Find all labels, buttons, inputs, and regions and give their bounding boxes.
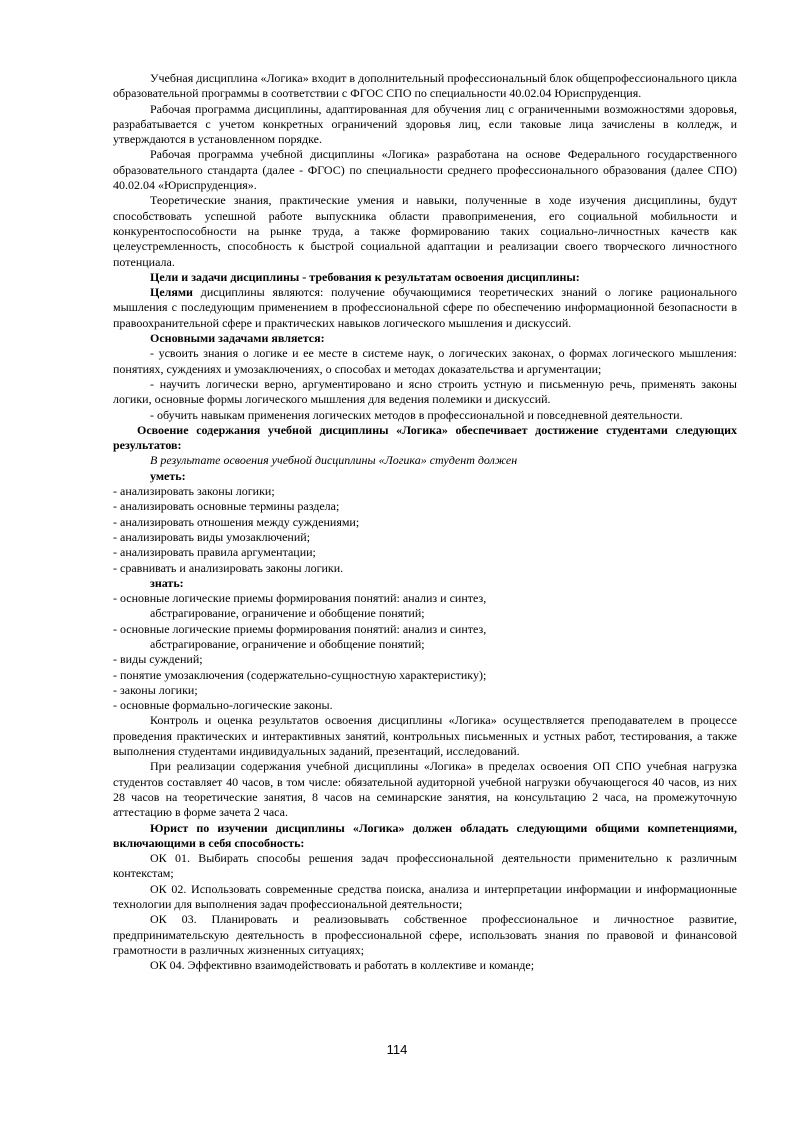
intro-paragraph: Учебная дисциплина «Логика» входит в дополнительный профессиональный блок общепрофессионального цикла образовательной программы в соответствии с ФГОС СПО по специальности 40.02.04 Юриспруденция. [113, 71, 737, 101]
skill-item: - анализировать законы логики; [113, 484, 275, 499]
skill-item: - сравнивать и анализировать законы логики. [113, 560, 344, 575]
adapted-program-paragraph: Рабочая программа дисциплины, адаптированная для обучения лиц с ограниченными возможностями здоровья, разрабатывается с учетом конкретных ограничений здоровья лиц, если таковые лица зачислены в колледж, и утверждаются в установленном порядке. [113, 101, 737, 147]
skill-item: - анализировать отношения между суждениями; [113, 514, 360, 529]
know-item: - понятие умозаключения (содержательно-сущностную характеристику); [113, 667, 487, 682]
workload-paragraph: При реализации содержания учебной дисциплины «Логика» в пределах освоения ОП СПО учебная нагрузка студентов составляет 40 часов, в том числе: обязательной аудиторной учебной нагрузки обучающегося 40 часов, из них 28 часов на теоретические занятия, 8 часов на семинарские занятия, на консультацию 2 часа, на промежуточную аттестацию в форме зачета 2 часа. [113, 759, 737, 820]
know-item: - основные логические приемы формирования понятий: анализ и синтез, [113, 621, 487, 636]
competences-heading: Юрист по изучении дисциплины «Логика» должен обладать следующими общими компетенциями, включающими в себя способность: [113, 820, 737, 850]
know-label: знать: [150, 575, 184, 590]
know-item: - законы логики; [113, 682, 198, 697]
document-body [113, 71, 737, 974]
program-basis-paragraph: Рабочая программа учебной дисциплины «Логика» разработана на основе Федерального государственного образовательного стандарта (далее - ФГОС) по специальности среднего профессионального образования (далее СПО) 40.02.04 «Юриспруденция». [113, 147, 737, 193]
theoretical-knowledge-paragraph: Теоретические знания, практические умения и навыки, полученные в ходе изучения дисциплины, будут способствовать успешной работе выпускника области правоприменения, его социальной мобильности и конкурентоспособности на рынке труда, а также формированию таких социально-личностных качеств как целеустремленность, способность к быстрой социальной адаптации и реализации своего творческого личностного потенциала. [113, 193, 737, 269]
competence-item: ОК 03. Планировать и реализовывать собственное профессиональное и личностное развитие, предпринимательскую деятельность в профессиональной сфере, использовать знания по правовой и финансовой грамотности в различных жизненных ситуациях; [113, 912, 737, 957]
skill-item: - анализировать правила аргументации; [113, 545, 316, 560]
goals-text: дисциплины являются: получение обучающимися теоретических знаний о логике рационального мышления с последующим применением в профессиональной сфере по обеспечению информационной безопасности в правоохранительной сфере и практических навыков логического мышления и дискуссий. [113, 285, 737, 330]
know-item: абстрагирование, ограничение и обобщение понятий; [150, 636, 425, 651]
results-heading: Освоение содержания учебной дисциплины «Логика» обеспечивает достижение студентами следующих результатов: [113, 422, 737, 453]
competence-item: ОК 02. Использовать современные средства поиска, анализа и интерпретации информации и информационные технологии для выполнения задач профессиональной деятельности; [113, 881, 737, 912]
know-item: - виды суждений; [113, 652, 203, 667]
skill-item: - анализировать виды умозаключений; [113, 529, 311, 544]
skill-item: - анализировать основные термины раздела; [113, 499, 340, 514]
competence-item: ОК 04. Эффективно взаимодействовать и работать в коллективе и команде; [150, 958, 535, 973]
goals-paragraph [113, 285, 737, 331]
results-intro: В результате освоения учебной дисциплины «Логика» студент должен [150, 453, 518, 468]
goals-term: Целями [150, 285, 193, 300]
control-paragraph: Контроль и оценка результатов освоения дисциплины «Логика» осуществляется преподавателем в процессе проведения практических и интерактивных занятий, контрольных письменных и устных работ, тестирования, а также выполнения студентами индивидуальных заданий, презентаций, исследований. [113, 713, 737, 759]
goals-heading: Цели и задачи дисциплины - требования к результатам освоения дисциплины: [150, 269, 580, 284]
know-item: - основные логические приемы формирования понятий: анализ и синтез, [113, 591, 487, 606]
task-item: - усвоить знания о логике и ее месте в системе наук, о логических законах, о формах логического мышления: понятиях, суждениях и умозаключениях, о способах и методах доказательства и аргументации; [113, 346, 737, 376]
know-item: абстрагирование, ограничение и обобщение понятий; [150, 606, 425, 621]
skills-label: уметь: [150, 468, 186, 483]
tasks-heading: Основными задачами является: [150, 331, 325, 346]
know-item: - основные формально-логические законы. [113, 698, 333, 713]
task-item: - научить логически верно, аргументировано и ясно строить устную и письменную речь, применять законы логики, основные формы логического мышления для ведения полемики и дискуссий. [113, 376, 737, 407]
task-item: - обучить навыкам применения логических методов в профессиональной и повседневной деятельности. [150, 407, 683, 422]
competence-item: ОК 01. Выбирать способы решения задач профессиональной деятельности применительно к различным контекстам; [113, 851, 737, 881]
page-number: 114 [386, 1042, 408, 1057]
